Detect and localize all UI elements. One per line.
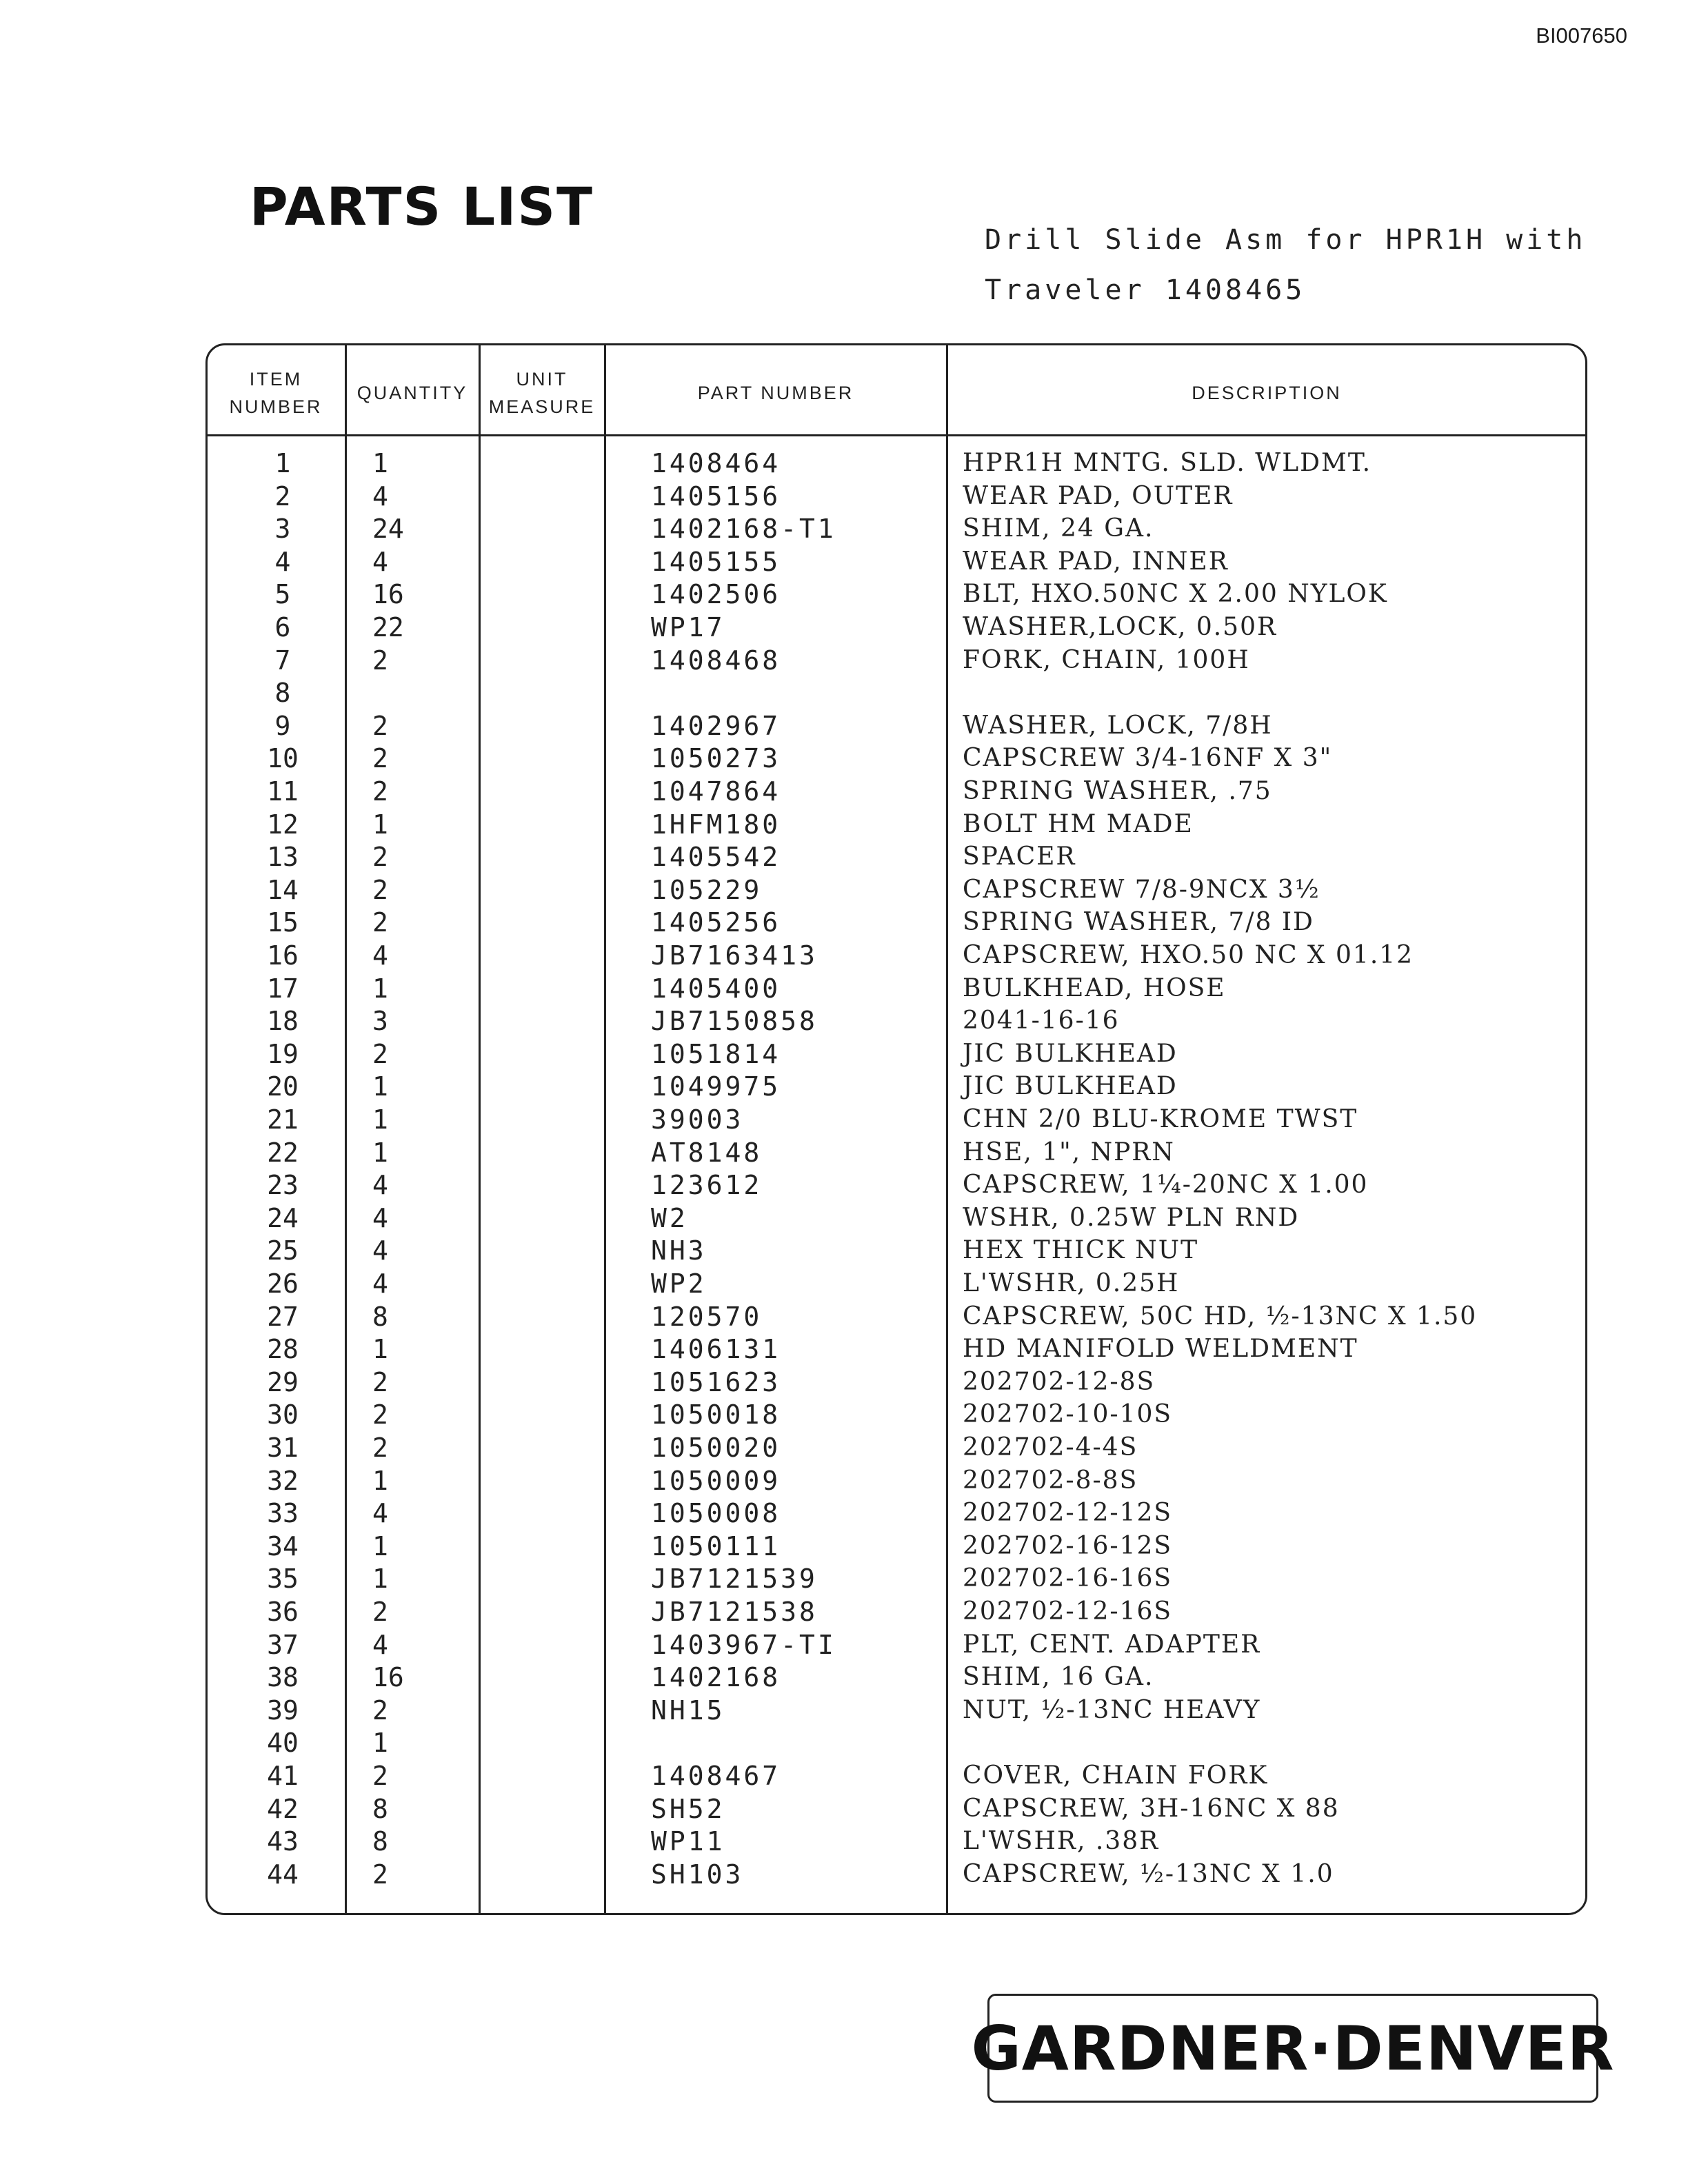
table-row [0, 1234, 1688, 1267]
part-number-cell: 1050273 [651, 743, 781, 774]
description-cell: HSE, 1", NPRN [963, 1138, 1175, 1166]
item-number-cell: 38 [267, 1662, 299, 1693]
item-number-cell: 21 [267, 1104, 299, 1135]
description-cell: WEAR PAD, OUTER [963, 481, 1234, 510]
part-number-cell: 1050009 [651, 1465, 781, 1496]
item-number-cell: 15 [267, 907, 299, 938]
part-number-cell: NH3 [651, 1235, 707, 1266]
table-row [0, 512, 1688, 545]
item-number-cell: 34 [267, 1530, 299, 1561]
table-row [0, 578, 1688, 611]
item-number-cell: 28 [267, 1334, 299, 1365]
item-number-cell: 30 [267, 1399, 299, 1430]
quantity-cell: 2 [372, 710, 388, 741]
table-row [0, 808, 1688, 841]
table-row [0, 1628, 1688, 1661]
table-row [0, 1825, 1688, 1858]
quantity-cell: 2 [372, 1433, 388, 1463]
part-number-cell: 1405256 [651, 907, 781, 938]
item-number-cell: 36 [267, 1597, 299, 1627]
description-cell: 202702-12-8S [963, 1367, 1156, 1396]
quantity-cell: 4 [372, 481, 388, 512]
part-number-cell: 1402168 [651, 1662, 781, 1693]
quantity-cell: 1 [372, 1104, 388, 1135]
quantity-cell: 2 [372, 743, 388, 774]
part-number-cell: 1050020 [651, 1433, 781, 1463]
header-part-number: PART NUMBER [697, 383, 854, 403]
part-number-cell: 1408467 [651, 1761, 781, 1791]
quantity-cell: 22 [372, 612, 404, 643]
description-cell: CAPSCREW, ½-13NC X 1.0 [963, 1859, 1334, 1888]
item-number-cell: 14 [267, 874, 299, 905]
table-row [0, 1004, 1688, 1038]
part-number-cell: W2 [651, 1202, 688, 1233]
item-number-cell: 11 [267, 776, 299, 807]
table-row [0, 1530, 1688, 1563]
description-cell: SPRING WASHER, .75 [963, 777, 1272, 805]
part-number-cell: JB7163413 [651, 940, 818, 971]
description-cell: FORK, CHAIN, 100H [963, 645, 1250, 674]
table-row [0, 1333, 1688, 1366]
quantity-cell: 8 [372, 1826, 388, 1857]
item-number-cell: 17 [267, 973, 299, 1004]
description-cell: HD MANIFOLD WELDMENT [963, 1335, 1358, 1364]
table-row [0, 1562, 1688, 1595]
quantity-cell: 2 [372, 1859, 388, 1890]
table-row [0, 1169, 1688, 1202]
quantity-cell: 4 [372, 1498, 388, 1529]
table-row [0, 1136, 1688, 1169]
table-row [0, 1398, 1688, 1431]
item-number-cell: 16 [267, 940, 299, 971]
quantity-cell: 2 [372, 1366, 388, 1397]
part-number-cell: 1402967 [651, 710, 781, 741]
table-row [0, 939, 1688, 972]
description-cell: CAPSCREW, 1¼-20NC X 1.00 [963, 1171, 1369, 1200]
quantity-cell: 4 [372, 546, 388, 577]
item-number-cell: 4 [274, 546, 291, 577]
document-id: BI007650 [1536, 23, 1627, 48]
part-number-cell: JB7150858 [651, 1006, 818, 1037]
part-number-cell: 123612 [651, 1170, 763, 1201]
header-description: DESCRIPTION [1192, 383, 1342, 403]
table-row [0, 709, 1688, 742]
item-number-cell: 24 [267, 1202, 299, 1233]
table-row [0, 545, 1688, 578]
item-number-cell: 25 [267, 1235, 299, 1266]
description-cell: HEX THICK NUT [963, 1236, 1199, 1265]
quantity-cell: 2 [372, 1038, 388, 1069]
gardner-denver-logo: GARDNER·DENVER [987, 1994, 1598, 2103]
description-cell: WEAR PAD, INNER [963, 547, 1229, 576]
item-number-cell: 35 [267, 1564, 299, 1595]
part-number-cell: 1402168-T1 [651, 514, 836, 545]
part-number-cell: 1405155 [651, 546, 781, 577]
description-cell: 202702-16-12S [963, 1531, 1173, 1560]
item-number-cell: 40 [267, 1728, 299, 1759]
part-number-cell: 1047864 [651, 776, 781, 807]
quantity-cell: 16 [372, 1662, 404, 1693]
quantity-cell: 4 [372, 1629, 388, 1660]
header-item-number: ITEM NUMBER [229, 369, 323, 417]
item-number-cell: 29 [267, 1366, 299, 1397]
part-number-cell: 1050018 [651, 1399, 781, 1430]
table-row [0, 1103, 1688, 1136]
table-row [0, 742, 1688, 775]
quantity-cell: 1 [372, 809, 388, 840]
quantity-cell: 2 [372, 874, 388, 905]
table-row [0, 1366, 1688, 1399]
assembly-description [985, 215, 1605, 316]
item-number-cell: 44 [267, 1859, 299, 1890]
quantity-cell: 2 [372, 1399, 388, 1430]
table-row [0, 1202, 1688, 1235]
part-number-cell: WP17 [651, 612, 725, 643]
table-row [0, 1497, 1688, 1530]
quantity-cell: 4 [372, 1202, 388, 1233]
description-cell: CAPSCREW 7/8-9NCX 3½ [963, 875, 1320, 904]
table-row [0, 972, 1688, 1005]
table-row [0, 840, 1688, 873]
description-cell: L'WSHR, .38R [963, 1827, 1160, 1856]
quantity-cell: 8 [372, 1301, 388, 1332]
description-cell: L'WSHR, 0.25H [963, 1269, 1180, 1297]
item-number-cell: 18 [267, 1006, 299, 1037]
quantity-cell: 1 [372, 1071, 388, 1102]
quantity-cell: 1 [372, 1728, 388, 1759]
part-number-cell: 1408464 [651, 448, 781, 478]
part-number-cell: JB7121538 [651, 1597, 818, 1627]
description-cell: BLT, HXO.50NC X 2.00 NYLOK [963, 580, 1388, 609]
quantity-cell: 16 [372, 579, 404, 610]
quantity-cell: 4 [372, 1268, 388, 1299]
description-cell: CHN 2/0 BLU-KROME TWST [963, 1105, 1358, 1133]
table-row [0, 447, 1688, 480]
item-number-cell: 6 [274, 612, 291, 643]
item-number-cell: 22 [267, 1137, 299, 1168]
description-cell: WASHER, LOCK, 7/8H [963, 711, 1273, 740]
item-number-cell: 27 [267, 1301, 299, 1332]
table-row [0, 1792, 1688, 1826]
table-row [0, 1858, 1688, 1891]
quantity-cell: 1 [372, 1137, 388, 1168]
description-cell: BOLT HM MADE [963, 809, 1194, 838]
part-number-cell: 1050111 [651, 1530, 781, 1561]
quantity-cell: 1 [372, 1334, 388, 1365]
quantity-cell: 1 [372, 1465, 388, 1496]
part-number-cell: 1051814 [651, 1038, 781, 1069]
description-cell: 2041-16-16 [963, 1007, 1120, 1035]
description-cell: SPRING WASHER, 7/8 ID [963, 908, 1314, 937]
quantity-cell: 1 [372, 448, 388, 478]
part-number-cell: 1405542 [651, 842, 781, 873]
part-number-cell: 1406131 [651, 1334, 781, 1365]
table-row [0, 1759, 1688, 1792]
table-row [0, 1726, 1688, 1759]
item-number-cell: 8 [274, 678, 291, 709]
header-quantity: QUANTITY [356, 383, 468, 403]
item-number-cell: 33 [267, 1498, 299, 1529]
description-cell: CAPSCREW 3/4-16NF X 3" [963, 744, 1333, 773]
quantity-cell: 2 [372, 645, 388, 676]
description-cell: 202702-12-12S [963, 1499, 1173, 1528]
description-cell: CAPSCREW, 3H-16NC X 88 [963, 1794, 1340, 1823]
quantity-cell: 2 [372, 842, 388, 873]
part-number-cell: SH52 [651, 1793, 725, 1824]
description-cell: CAPSCREW, HXO.50 NC X 01.12 [963, 941, 1414, 969]
description-cell: JIC BULKHEAD [963, 1039, 1178, 1068]
part-number-cell: 120570 [651, 1301, 763, 1332]
quantity-cell: 2 [372, 776, 388, 807]
quantity-cell: 4 [372, 940, 388, 971]
item-number-cell: 12 [267, 809, 299, 840]
part-number-cell: 1051623 [651, 1366, 781, 1397]
table-row [0, 1464, 1688, 1497]
quantity-cell: 2 [372, 1761, 388, 1791]
description-cell: JIC BULKHEAD [963, 1072, 1178, 1101]
item-number-cell: 7 [274, 645, 291, 676]
quantity-cell: 2 [372, 1695, 388, 1726]
part-number-cell: WP2 [651, 1268, 707, 1299]
page-title: PARTS LIST [250, 176, 594, 237]
description-cell: 202702-10-10S [963, 1400, 1173, 1429]
table-row [0, 1694, 1688, 1727]
table-row [0, 676, 1688, 709]
table-row [0, 480, 1688, 513]
header-divider [205, 434, 1587, 436]
description-cell: SPACER [963, 842, 1076, 871]
description-cell: SHIM, 24 GA. [963, 514, 1154, 543]
part-number-cell: 1HFM180 [651, 809, 781, 840]
item-number-cell: 41 [267, 1761, 299, 1791]
item-number-cell: 37 [267, 1629, 299, 1660]
header-unit-measure: UNIT MEASURE [488, 369, 596, 417]
part-number-cell: WP11 [651, 1826, 725, 1857]
item-number-cell: 9 [274, 710, 291, 741]
table-row [0, 1661, 1688, 1694]
item-number-cell: 1 [274, 448, 291, 478]
description-cell: NUT, ½-13NC HEAVY [963, 1695, 1261, 1724]
part-number-cell: SH103 [651, 1859, 744, 1890]
item-number-cell: 20 [267, 1071, 299, 1102]
quantity-cell: 1 [372, 1530, 388, 1561]
quantity-cell: 2 [372, 1597, 388, 1627]
description-cell: COVER, CHAIN FORK [963, 1761, 1269, 1790]
subtitle-line-1: Drill Slide Asm for HPR1H with [985, 224, 1587, 256]
table-row [0, 1267, 1688, 1300]
table-row [0, 1070, 1688, 1103]
description-cell: 202702-4-4S [963, 1433, 1138, 1462]
description-cell: WASHER,LOCK, 0.50R [963, 613, 1278, 641]
part-number-cell: 1405400 [651, 973, 781, 1004]
description-cell: SHIM, 16 GA. [963, 1663, 1154, 1692]
table-row [0, 1038, 1688, 1071]
item-number-cell: 26 [267, 1268, 299, 1299]
table-row [0, 611, 1688, 644]
quantity-cell: 4 [372, 1170, 388, 1201]
table-row [0, 644, 1688, 677]
description-cell: BULKHEAD, HOSE [963, 973, 1226, 1002]
description-cell: 202702-8-8S [963, 1466, 1138, 1495]
part-number-cell: 1405156 [651, 481, 781, 512]
item-number-cell: 5 [274, 579, 291, 610]
quantity-cell: 3 [372, 1006, 388, 1037]
item-number-cell: 43 [267, 1826, 299, 1857]
description-cell: HPR1H MNTG. SLD. WLDMT. [963, 449, 1372, 477]
table-row [0, 1431, 1688, 1464]
part-number-cell: 1403967-TI [651, 1629, 836, 1660]
item-number-cell: 23 [267, 1170, 299, 1201]
part-number-cell: NH15 [651, 1695, 725, 1726]
part-number-cell: 1049975 [651, 1071, 781, 1102]
item-number-cell: 10 [267, 743, 299, 774]
part-number-cell: 1402506 [651, 579, 781, 610]
description-cell: 202702-12-16S [963, 1597, 1173, 1626]
part-number-cell: 105229 [651, 874, 763, 905]
item-number-cell: 13 [267, 842, 299, 873]
quantity-cell: 4 [372, 1235, 388, 1266]
item-number-cell: 3 [274, 514, 291, 545]
table-row [0, 1300, 1688, 1333]
item-number-cell: 31 [267, 1433, 299, 1463]
table-row [0, 873, 1688, 907]
part-number-cell: JB7121539 [651, 1564, 818, 1595]
description-cell: PLT, CENT. ADAPTER [963, 1630, 1261, 1659]
subtitle-line-2: Traveler 1408465 [985, 274, 1306, 306]
table-row [0, 775, 1688, 808]
part-number-cell: AT8148 [651, 1137, 763, 1168]
quantity-cell: 1 [372, 1564, 388, 1595]
description-cell: WSHR, 0.25W PLN RND [963, 1203, 1300, 1232]
item-number-cell: 32 [267, 1465, 299, 1496]
item-number-cell: 42 [267, 1793, 299, 1824]
quantity-cell: 8 [372, 1793, 388, 1824]
table-row [0, 1595, 1688, 1628]
item-number-cell: 19 [267, 1038, 299, 1069]
item-number-cell: 39 [267, 1695, 299, 1726]
part-number-cell: 1050008 [651, 1498, 781, 1529]
description-cell: CAPSCREW, 50C HD, ½-13NC X 1.50 [963, 1302, 1478, 1331]
part-number-cell: 39003 [651, 1104, 744, 1135]
quantity-cell: 24 [372, 514, 404, 545]
table-row [0, 906, 1688, 939]
quantity-cell: 2 [372, 907, 388, 938]
description-cell: 202702-16-16S [963, 1564, 1173, 1593]
part-number-cell: 1408468 [651, 645, 781, 676]
quantity-cell: 1 [372, 973, 388, 1004]
item-number-cell: 2 [274, 481, 291, 512]
